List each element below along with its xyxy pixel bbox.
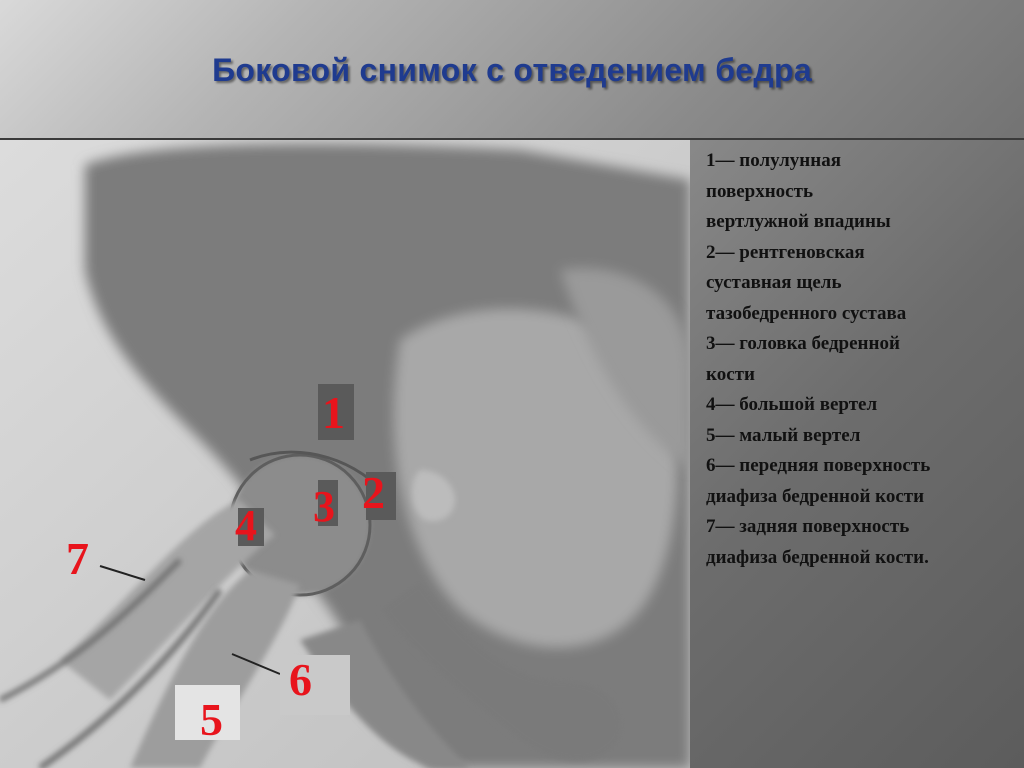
marker-6: 6 xyxy=(289,654,312,705)
legend-line: вертлужной впадины xyxy=(706,211,891,232)
legend-line: 5— малый вертел xyxy=(706,424,861,446)
legend-line: тазобедренного сустава xyxy=(706,302,907,324)
legend-line: кости xyxy=(706,363,755,385)
marker-5: 5 xyxy=(200,694,223,745)
slide-title: Боковой снимок с отведением бедра xyxy=(212,52,812,88)
legend xyxy=(706,146,1016,573)
legend-line: 3— головка бедренной xyxy=(706,333,900,354)
marker-1: 1 xyxy=(322,387,345,438)
legend-line: 2— рентгеновская xyxy=(706,241,865,263)
legend-line: диафиза бедренной кости xyxy=(706,485,925,507)
legend-line: суставная щель xyxy=(706,272,842,293)
legend-line: 1— полулунная xyxy=(706,150,841,171)
legend-line: 4— большой вертел xyxy=(706,394,878,415)
legend-line: 7— задняя поверхность xyxy=(706,516,910,537)
marker-7: 7 xyxy=(66,533,89,584)
hip-xray-image xyxy=(0,140,690,768)
legend-line: 6— передняя поверхность xyxy=(706,455,931,476)
legend-line: поверхность xyxy=(706,180,813,202)
xray-drawing xyxy=(0,140,690,768)
marker-2: 2 xyxy=(362,467,385,518)
marker-4: 4 xyxy=(235,501,257,550)
marker-3: 3 xyxy=(313,482,335,531)
legend-line: диафиза бедренной кости. xyxy=(706,546,929,568)
